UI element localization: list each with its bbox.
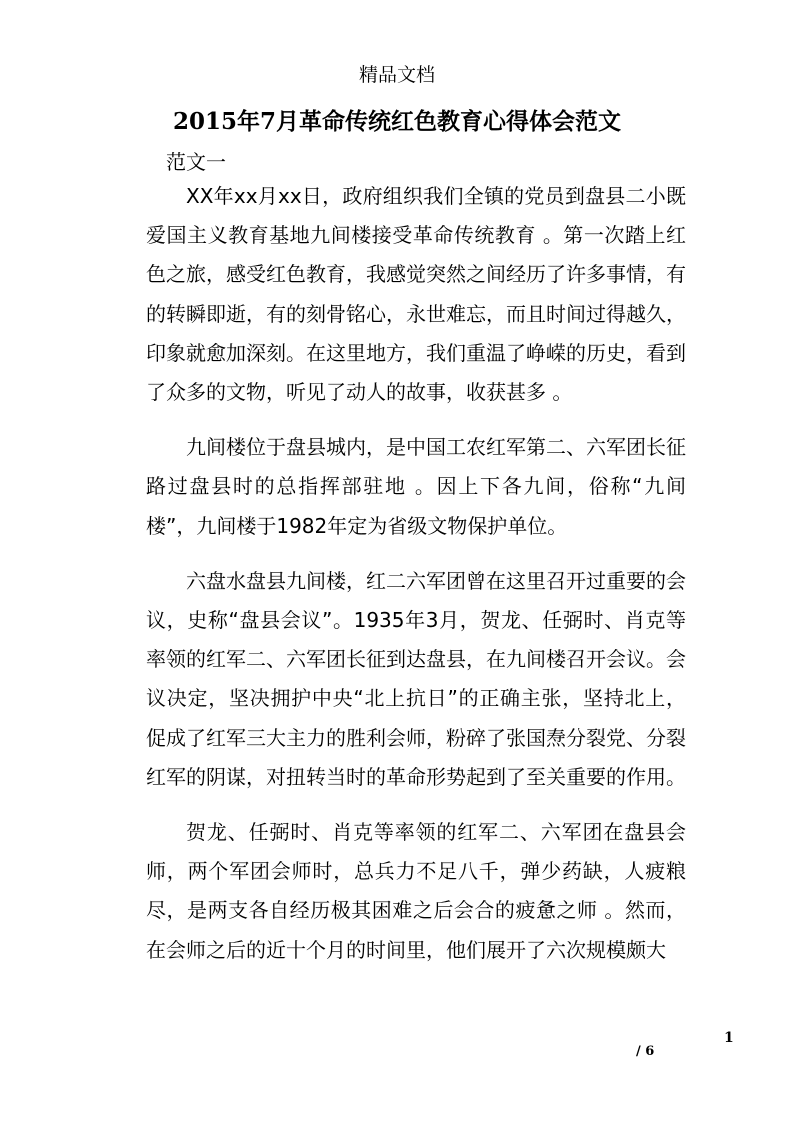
section-heading: 范文一 (166, 150, 226, 174)
paragraph-3: 六盘水盘县九间楼，红二六军团曾在这里召开过重要的会议，史称“盘县会议”。1935年3月，贺龙、任弼时、肖克等率领的红军二、六军团长征到达盘县，在九间楼召开会议。会议决定，坚决拥护中央“北上抗日”的正确主张，坚持北上，促成了红军三大主力的胜利会师，粉碎了张国焘分裂党、分裂红军的阴谋，对扭转当时的革命形势起到了至关重要的作用。 (146, 568, 686, 789)
document-header: 精品文档 (358, 64, 435, 86)
document-title: 2015年7月革命传统红色教育心得体会范文 (172, 108, 622, 135)
page-total: / 6 (636, 1044, 655, 1059)
paragraph-4: 贺龙、任弼时、肖克等率领的红军二、六军团在盘县会师，两个军团会师时，总兵力不足八千，弹少药缺，人疲粮尽，是两支各自经历极其困难之后会合的疲惫之师 。然而，在会师之后的近十个月的时间里，他们展开了六次规模颇大 (146, 820, 686, 962)
paragraph-2: 九间楼位于盘县城内，是中国工农红军第二、六军团长征路过盘县时的总指挥部驻地 。因上下各九间，俗称“九间楼”，九间楼于1982年定为省级文物保护单位。 (146, 435, 686, 538)
document-body (146, 177, 686, 986)
paragraph-1: XX年xx月xx日，政府组织我们全镇的党员到盘县二小既爱国主义教育基地九间楼接受革命传统教育 。第一次踏上红色之旅，感受红色教育，我感觉突然之间经历了许多事情，有的转瞬即逝，有的刻骨铭心，永世难忘，而且时间过得越久，印象就愈加深刻。在这里地方，我们重温了峥嵘的历史，看到了众多的文物，听见了动人的故事，收获甚多 。 (146, 184, 686, 405)
page-number: 1 (724, 1030, 734, 1046)
